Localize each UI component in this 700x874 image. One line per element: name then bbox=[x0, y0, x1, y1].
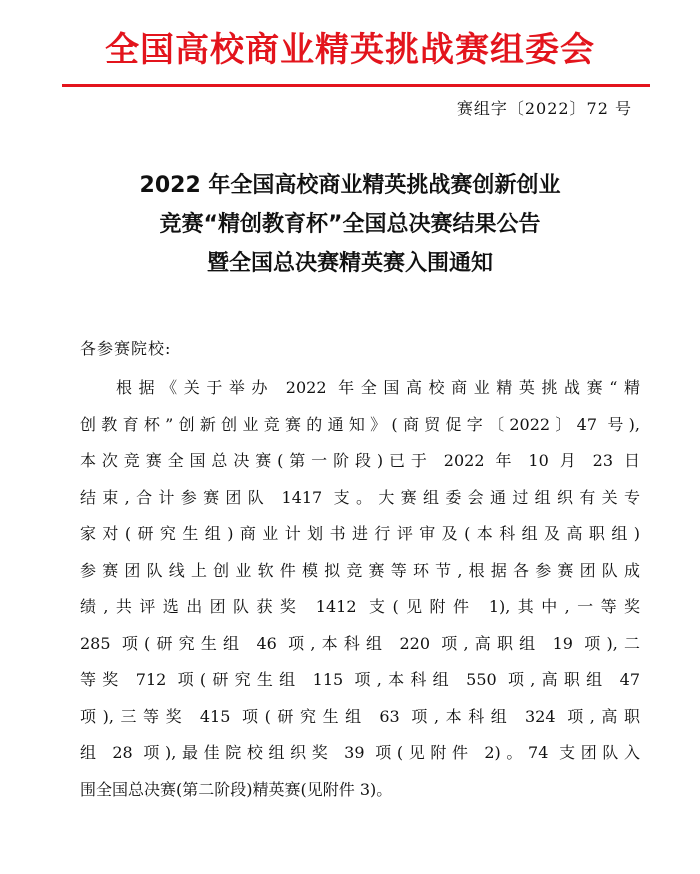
paragraph-line: 结束,合计参赛团队 1417 支。大赛组委会通过组织有关专 bbox=[80, 487, 640, 507]
title-line: 暨全国总决赛精英赛入围通知 bbox=[206, 251, 493, 276]
title-line: 竞赛“精创教育杯”全国总决赛结果公告 bbox=[159, 212, 541, 237]
paragraph-line: 285 项(研究生组 46 项,本科组 220 项,高职组 19 项),二 bbox=[80, 633, 640, 653]
paragraph-line: 绩,共评选出团队获奖 1412 支(见附件 1),其中,一等奖 bbox=[80, 597, 640, 616]
document-number: 赛组字〔2022〕72 号 bbox=[456, 99, 632, 118]
document-title bbox=[70, 166, 630, 283]
paragraph-line: 项),三等奖 415 项(研究生组 63 项,本科组 324 项,高职 bbox=[80, 706, 640, 726]
paragraph-line: 家对(研究生组)商业计划书进行评审及(本科组及高职组) bbox=[80, 524, 640, 543]
paragraph-line: 组 28 项),最佳院校组织奖 39 项(见附件 2)。74 支团队入 bbox=[80, 743, 640, 762]
paragraph-line: 等奖 712 项(研究生组 115 项,本科组 550 项,高职组 47 bbox=[80, 670, 640, 689]
paragraph-line: 参赛团队线上创业软件模拟竞赛等环节,根据各参赛团队成 bbox=[80, 560, 640, 580]
paragraph-line: 围全国总决赛(第二阶段)精英赛(见附件 3)。 bbox=[80, 779, 393, 799]
red-divider bbox=[62, 84, 650, 87]
salutation: 各参赛院校: bbox=[80, 339, 172, 358]
paragraph-line: 创教育杯”创新创业竞赛的通知》(商贸促字〔2022〕47 号), bbox=[80, 414, 640, 434]
organization-header: 全国高校商业精英挑战赛组委会 bbox=[105, 30, 595, 70]
body-paragraph bbox=[80, 370, 640, 808]
paragraph-line: 本次竞赛全国总决赛(第一阶段)已于 2022 年 10 月 23 日 bbox=[80, 451, 640, 470]
title-line: 2022 年全国高校商业精英挑战赛创新创业 bbox=[139, 173, 561, 198]
paragraph-line: 根据《关于举办 2022 年全国高校商业精英挑战赛“精 bbox=[116, 378, 640, 397]
